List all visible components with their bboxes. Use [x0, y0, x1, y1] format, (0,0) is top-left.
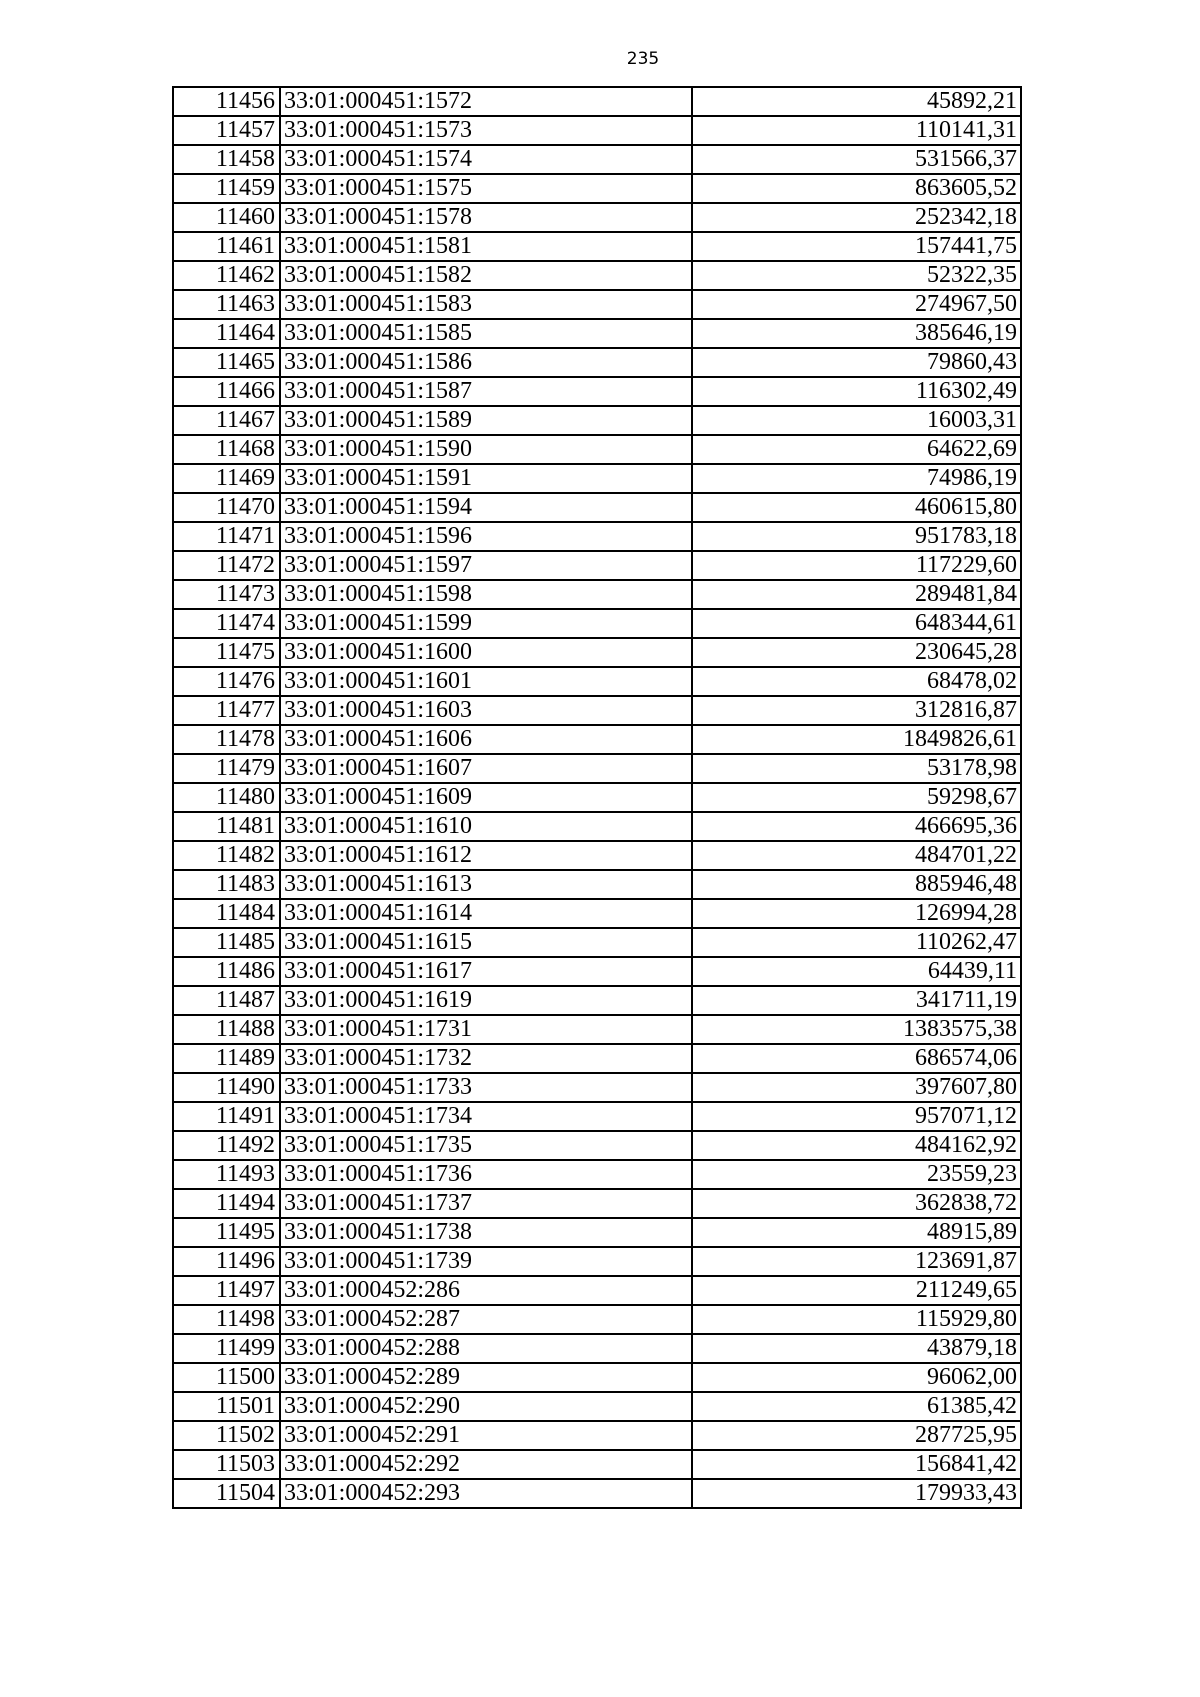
cadastral-number-cell: 33:01:000451:1606: [280, 725, 692, 754]
row-number-cell: 11470: [173, 493, 280, 522]
value-cell: 61385,42: [692, 1392, 1021, 1421]
table-row: [173, 812, 1021, 841]
value-cell: 117229,60: [692, 551, 1021, 580]
cadastral-number-cell: 33:01:000451:1731: [280, 1015, 692, 1044]
cadastral-number-cell: 33:01:000451:1610: [280, 812, 692, 841]
cadastral-number-cell: 33:01:000451:1572: [280, 87, 692, 116]
value-cell: 23559,23: [692, 1160, 1021, 1189]
table-row: [173, 319, 1021, 348]
table-row: [173, 986, 1021, 1015]
cadastral-number-cell: 33:01:000451:1607: [280, 754, 692, 783]
row-number-cell: 11488: [173, 1015, 280, 1044]
cadastral-number-cell: 33:01:000452:292: [280, 1450, 692, 1479]
table-row: [173, 464, 1021, 493]
value-cell: 79860,43: [692, 348, 1021, 377]
row-number-cell: 11463: [173, 290, 280, 319]
table-row: [173, 1160, 1021, 1189]
row-number-cell: 11498: [173, 1305, 280, 1334]
value-cell: 385646,19: [692, 319, 1021, 348]
value-cell: 1383575,38: [692, 1015, 1021, 1044]
row-number-cell: 11456: [173, 87, 280, 116]
table-row: [173, 1450, 1021, 1479]
value-cell: 287725,95: [692, 1421, 1021, 1450]
table-row: [173, 1305, 1021, 1334]
row-number-cell: 11474: [173, 609, 280, 638]
value-cell: 484701,22: [692, 841, 1021, 870]
value-cell: 230645,28: [692, 638, 1021, 667]
row-number-cell: 11485: [173, 928, 280, 957]
cadastral-number-cell: 33:01:000451:1594: [280, 493, 692, 522]
row-number-cell: 11489: [173, 1044, 280, 1073]
row-number-cell: 11482: [173, 841, 280, 870]
cadastral-number-cell: 33:01:000451:1599: [280, 609, 692, 638]
table-row: [173, 348, 1021, 377]
row-number-cell: 11471: [173, 522, 280, 551]
table-row: [173, 725, 1021, 754]
row-number-cell: 11478: [173, 725, 280, 754]
table-row: [173, 522, 1021, 551]
row-number-cell: 11495: [173, 1218, 280, 1247]
row-number-cell: 11475: [173, 638, 280, 667]
cadastral-number-cell: 33:01:000451:1614: [280, 899, 692, 928]
table-row: [173, 377, 1021, 406]
value-cell: 53178,98: [692, 754, 1021, 783]
value-cell: 64622,69: [692, 435, 1021, 464]
cadastral-number-cell: 33:01:000451:1612: [280, 841, 692, 870]
table-row: [173, 145, 1021, 174]
row-number-cell: 11493: [173, 1160, 280, 1189]
value-cell: 466695,36: [692, 812, 1021, 841]
row-number-cell: 11497: [173, 1276, 280, 1305]
cadastral-number-cell: 33:01:000451:1734: [280, 1102, 692, 1131]
table-row: [173, 609, 1021, 638]
value-cell: 96062,00: [692, 1363, 1021, 1392]
table-row: [173, 174, 1021, 203]
table-row: [173, 87, 1021, 116]
cadastral-number-cell: 33:01:000451:1600: [280, 638, 692, 667]
table-row: [173, 232, 1021, 261]
table-row: [173, 667, 1021, 696]
cadastral-number-cell: 33:01:000451:1589: [280, 406, 692, 435]
table-row: [173, 1131, 1021, 1160]
value-cell: 484162,92: [692, 1131, 1021, 1160]
value-cell: 116302,49: [692, 377, 1021, 406]
value-cell: 362838,72: [692, 1189, 1021, 1218]
cadastral-number-cell: 33:01:000451:1738: [280, 1218, 692, 1247]
cadastral-number-cell: 33:01:000451:1603: [280, 696, 692, 725]
value-cell: 52322,35: [692, 261, 1021, 290]
value-cell: 885946,48: [692, 870, 1021, 899]
value-cell: 863605,52: [692, 174, 1021, 203]
table-row: [173, 1363, 1021, 1392]
cadastral-number-cell: 33:01:000451:1573: [280, 116, 692, 145]
table-row: [173, 1073, 1021, 1102]
value-cell: 957071,12: [692, 1102, 1021, 1131]
table-row: [173, 290, 1021, 319]
table-row: [173, 928, 1021, 957]
cadastral-number-cell: 33:01:000451:1578: [280, 203, 692, 232]
cadastral-number-cell: 33:01:000452:289: [280, 1363, 692, 1392]
table-row: [173, 1247, 1021, 1276]
cadastral-number-cell: 33:01:000452:293: [280, 1479, 692, 1508]
row-number-cell: 11491: [173, 1102, 280, 1131]
table-row: [173, 957, 1021, 986]
row-number-cell: 11481: [173, 812, 280, 841]
table-row: [173, 696, 1021, 725]
value-cell: 252342,18: [692, 203, 1021, 232]
row-number-cell: 11492: [173, 1131, 280, 1160]
table-row: [173, 1276, 1021, 1305]
row-number-cell: 11457: [173, 116, 280, 145]
row-number-cell: 11503: [173, 1450, 280, 1479]
table-row: [173, 1218, 1021, 1247]
table-row: [173, 406, 1021, 435]
table-row: [173, 1334, 1021, 1363]
row-number-cell: 11487: [173, 986, 280, 1015]
row-number-cell: 11473: [173, 580, 280, 609]
value-cell: 460615,80: [692, 493, 1021, 522]
table-row: [173, 435, 1021, 464]
cadastral-number-cell: 33:01:000451:1615: [280, 928, 692, 957]
row-number-cell: 11467: [173, 406, 280, 435]
cadastral-number-cell: 33:01:000452:288: [280, 1334, 692, 1363]
table-row: [173, 551, 1021, 580]
value-cell: 45892,21: [692, 87, 1021, 116]
value-cell: 274967,50: [692, 290, 1021, 319]
table-row: [173, 638, 1021, 667]
cadastral-number-cell: 33:01:000452:287: [280, 1305, 692, 1334]
cadastral-number-cell: 33:01:000451:1583: [280, 290, 692, 319]
cadastral-number-cell: 33:01:000451:1601: [280, 667, 692, 696]
row-number-cell: 11496: [173, 1247, 280, 1276]
table-row: [173, 1044, 1021, 1073]
value-cell: 397607,80: [692, 1073, 1021, 1102]
row-number-cell: 11501: [173, 1392, 280, 1421]
value-cell: 179933,43: [692, 1479, 1021, 1508]
row-number-cell: 11490: [173, 1073, 280, 1102]
row-number-cell: 11484: [173, 899, 280, 928]
table-row: [173, 1189, 1021, 1218]
value-cell: 43879,18: [692, 1334, 1021, 1363]
table-row: [173, 1421, 1021, 1450]
cadastral-number-cell: 33:01:000451:1733: [280, 1073, 692, 1102]
cadastral-number-cell: 33:01:000452:291: [280, 1421, 692, 1450]
cadastral-number-cell: 33:01:000451:1736: [280, 1160, 692, 1189]
table-row: [173, 841, 1021, 870]
value-cell: 157441,75: [692, 232, 1021, 261]
cadastral-value-table: [172, 86, 1022, 1509]
value-cell: 289481,84: [692, 580, 1021, 609]
cadastral-number-cell: 33:01:000451:1597: [280, 551, 692, 580]
cadastral-number-cell: 33:01:000451:1596: [280, 522, 692, 551]
row-number-cell: 11483: [173, 870, 280, 899]
cadastral-number-cell: 33:01:000451:1575: [280, 174, 692, 203]
table-row: [173, 203, 1021, 232]
row-number-cell: 11466: [173, 377, 280, 406]
row-number-cell: 11461: [173, 232, 280, 261]
row-number-cell: 11460: [173, 203, 280, 232]
row-number-cell: 11499: [173, 1334, 280, 1363]
cadastral-number-cell: 33:01:000451:1737: [280, 1189, 692, 1218]
cadastral-number-cell: 33:01:000451:1613: [280, 870, 692, 899]
table-row: [173, 580, 1021, 609]
value-cell: 68478,02: [692, 667, 1021, 696]
row-number-cell: 11500: [173, 1363, 280, 1392]
value-cell: 16003,31: [692, 406, 1021, 435]
row-number-cell: 11462: [173, 261, 280, 290]
value-cell: 951783,18: [692, 522, 1021, 551]
cadastral-number-cell: 33:01:000452:286: [280, 1276, 692, 1305]
row-number-cell: 11469: [173, 464, 280, 493]
table-row: [173, 899, 1021, 928]
table-row: [173, 493, 1021, 522]
row-number-cell: 11468: [173, 435, 280, 464]
cadastral-number-cell: 33:01:000451:1739: [280, 1247, 692, 1276]
table-row: [173, 116, 1021, 145]
table-row: [173, 754, 1021, 783]
row-number-cell: 11502: [173, 1421, 280, 1450]
value-cell: 341711,19: [692, 986, 1021, 1015]
cadastral-number-cell: 33:01:000451:1581: [280, 232, 692, 261]
row-number-cell: 11477: [173, 696, 280, 725]
table-row: [173, 783, 1021, 812]
row-number-cell: 11459: [173, 174, 280, 203]
row-number-cell: 11494: [173, 1189, 280, 1218]
value-cell: 74986,19: [692, 464, 1021, 493]
table-row: [173, 261, 1021, 290]
table-row: [173, 1102, 1021, 1131]
value-cell: 211249,65: [692, 1276, 1021, 1305]
cadastral-number-cell: 33:01:000451:1598: [280, 580, 692, 609]
value-cell: 648344,61: [692, 609, 1021, 638]
row-number-cell: 11464: [173, 319, 280, 348]
value-cell: 123691,87: [692, 1247, 1021, 1276]
table-row: [173, 1392, 1021, 1421]
row-number-cell: 11486: [173, 957, 280, 986]
cadastral-number-cell: 33:01:000451:1587: [280, 377, 692, 406]
cadastral-number-cell: 33:01:000451:1582: [280, 261, 692, 290]
cadastral-number-cell: 33:01:000451:1586: [280, 348, 692, 377]
cadastral-number-cell: 33:01:000451:1617: [280, 957, 692, 986]
table-row: [173, 1479, 1021, 1508]
table-body: [173, 87, 1021, 1508]
value-cell: 64439,11: [692, 957, 1021, 986]
value-cell: 686574,06: [692, 1044, 1021, 1073]
table-row: [173, 1015, 1021, 1044]
value-cell: 110262,47: [692, 928, 1021, 957]
value-cell: 48915,89: [692, 1218, 1021, 1247]
value-cell: 312816,87: [692, 696, 1021, 725]
row-number-cell: 11480: [173, 783, 280, 812]
value-cell: 110141,31: [692, 116, 1021, 145]
value-cell: 531566,37: [692, 145, 1021, 174]
cadastral-number-cell: 33:01:000451:1732: [280, 1044, 692, 1073]
cadastral-number-cell: 33:01:000451:1585: [280, 319, 692, 348]
table-row: [173, 870, 1021, 899]
value-cell: 59298,67: [692, 783, 1021, 812]
value-cell: 115929,80: [692, 1305, 1021, 1334]
row-number-cell: 11472: [173, 551, 280, 580]
row-number-cell: 11479: [173, 754, 280, 783]
cadastral-number-cell: 33:01:000451:1591: [280, 464, 692, 493]
value-cell: 1849826,61: [692, 725, 1021, 754]
row-number-cell: 11458: [173, 145, 280, 174]
value-cell: 126994,28: [692, 899, 1021, 928]
page-number: 235: [626, 49, 660, 69]
row-number-cell: 11476: [173, 667, 280, 696]
cadastral-number-cell: 33:01:000451:1735: [280, 1131, 692, 1160]
cadastral-number-cell: 33:01:000451:1619: [280, 986, 692, 1015]
row-number-cell: 11504: [173, 1479, 280, 1508]
cadastral-number-cell: 33:01:000451:1590: [280, 435, 692, 464]
cadastral-number-cell: 33:01:000452:290: [280, 1392, 692, 1421]
cadastral-number-cell: 33:01:000451:1609: [280, 783, 692, 812]
value-cell: 156841,42: [692, 1450, 1021, 1479]
cadastral-number-cell: 33:01:000451:1574: [280, 145, 692, 174]
row-number-cell: 11465: [173, 348, 280, 377]
